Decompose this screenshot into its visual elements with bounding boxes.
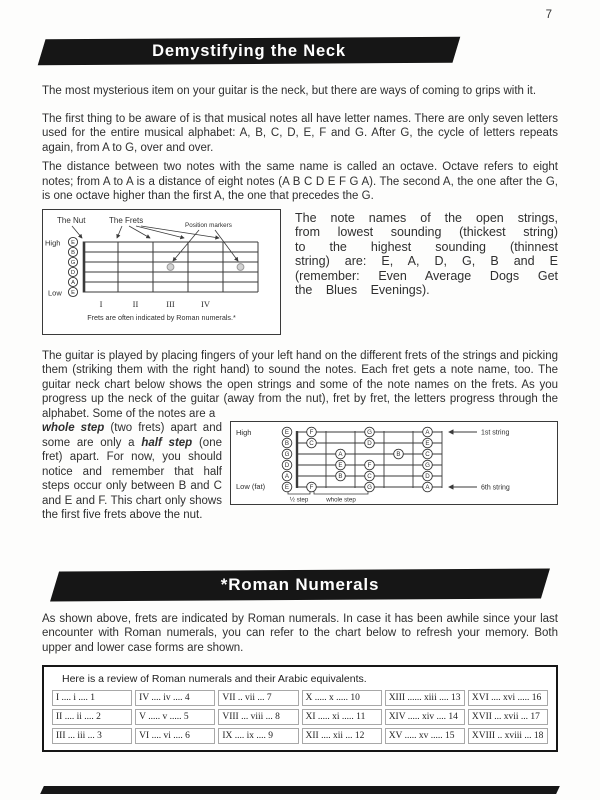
octave-paragraph: The distance between two notes with the same name is called an octave. Octave refers to eight notes; from A to A is a distance of eight notes (A B C D E F G A). The second A, the one after the G, is one octave higher than the first A, the one that precedes the G. xyxy=(42,161,558,202)
numeral-cell: V ..... v ..... 5 xyxy=(135,709,215,725)
numeral-cell: XVII ... xvii ... 17 xyxy=(468,709,548,725)
first-string-label: 1st string xyxy=(481,429,510,437)
numeral-cell: I .... i .... 1 xyxy=(52,690,132,706)
position-markers-label: Position markers xyxy=(185,221,232,229)
fret-numeral: I xyxy=(99,298,103,309)
whole-step-label: whole step xyxy=(326,496,356,504)
numerals-column xyxy=(468,690,548,744)
numeral-cell: XVIII .. xviii ... 18 xyxy=(468,728,548,744)
fret-numerals xyxy=(100,299,211,309)
fretted-note: D xyxy=(425,473,430,481)
numeral-cell: VII .. vii ... 7 xyxy=(218,690,298,706)
fret-chart xyxy=(230,421,558,505)
note-circles xyxy=(282,427,432,492)
roman-numerals-table xyxy=(42,665,558,752)
fret-chart-svg xyxy=(231,422,557,504)
numerals-column xyxy=(302,690,382,744)
open-note: E xyxy=(284,429,290,437)
fretted-note: F xyxy=(309,484,314,492)
position-marker-dot xyxy=(167,263,174,270)
fret-numeral: II xyxy=(132,298,139,309)
numerals-column xyxy=(218,690,298,744)
whole-step-term: whole step xyxy=(42,422,105,434)
fret-numeral: IV xyxy=(201,298,210,309)
string-letter: E xyxy=(71,239,75,246)
open-note: B xyxy=(284,440,290,448)
fretted-note: E xyxy=(338,462,343,470)
page-title: Demystifying the Neck xyxy=(152,41,346,60)
numeral-cell: XIII ...... xiii .... 13 xyxy=(385,690,465,706)
open-note: G xyxy=(284,451,290,459)
neck-diagram-section xyxy=(42,209,558,335)
fretted-note: A xyxy=(338,451,343,459)
fretted-note: G xyxy=(425,462,430,470)
fretted-note: F xyxy=(367,462,372,470)
numeral-cell: II .... ii .... 2 xyxy=(52,709,132,725)
string-letter: B xyxy=(71,249,75,256)
neck-diagram-caption: Frets are often indicated by Roman numerals.* xyxy=(87,312,236,322)
numeral-cell: X ..... x ..... 10 xyxy=(302,690,382,706)
numeral-cell: XV ..... xv ..... 15 xyxy=(385,728,465,744)
half-step-term: half step xyxy=(141,436,193,449)
whole-step-bracket xyxy=(314,492,368,495)
steps-paragraph: whole step (two frets) apart and some are only a half step (one fret) apart. For now, you should notice and remember that half steps occur only between B and C and E and F. This chart only shows the first five frets above the nut. xyxy=(42,422,222,521)
string-letter: E xyxy=(71,289,75,296)
numeral-cell: VIII ... viii ... 8 xyxy=(218,709,298,725)
half-step-label: ½ step xyxy=(289,496,309,504)
fretted-note: G xyxy=(367,484,372,492)
numeral-cell: VI .... vi .... 6 xyxy=(135,728,215,744)
numerals-column xyxy=(385,690,465,744)
high-label: High xyxy=(45,238,61,247)
steps-section xyxy=(42,421,558,523)
low-label: Low xyxy=(48,288,62,297)
string-letters xyxy=(68,237,77,296)
open-note: E xyxy=(284,484,290,492)
open-strings-paragraph: The note names of the open strings, from lowest sounding (thickest string) to the highest sounding (thinnest string) are: E, A, D, G, B and E (remember: Even Average Dogs Get the Blues Evenings). xyxy=(295,210,558,297)
numerals-column xyxy=(135,690,215,744)
fret-numeral: III xyxy=(166,298,175,309)
chart-high-label: High xyxy=(236,428,252,437)
neck-diagram xyxy=(42,209,281,335)
fretted-note: E xyxy=(425,440,430,448)
position-marker-dot xyxy=(237,263,244,270)
pointer-arrows xyxy=(72,226,238,261)
numeral-cell: XVI .... xvi ..... 16 xyxy=(468,690,548,706)
numerals-column xyxy=(52,690,132,744)
numeral-cell: XII .... xii ... 12 xyxy=(302,728,382,744)
nut-label: The Nut xyxy=(57,215,86,225)
fretted-note: A xyxy=(425,429,430,437)
numeral-cell: IV .... iv .... 4 xyxy=(135,690,215,706)
numeral-cell: III ... iii ... 3 xyxy=(52,728,132,744)
fretted-note: C xyxy=(425,451,430,459)
fretted-note: B xyxy=(338,473,343,481)
open-note: D xyxy=(284,462,290,470)
fretted-note: G xyxy=(367,429,372,437)
neck-diagram-svg xyxy=(43,210,280,334)
alphabet-paragraph: The first thing to be aware of is that musical notes all have letter names. There are only seven letters used for the entire musical alphabet: A, B, C, D, E, F and G. After G, the cycle of letters repeats again, from A to G, over and over. xyxy=(42,112,558,154)
string-letter: G xyxy=(70,259,76,266)
numeral-cell: XI ..... xi ..... 11 xyxy=(302,709,382,725)
roman-numerals-banner xyxy=(55,570,545,600)
page-number: 7 xyxy=(545,9,552,21)
frets-label: The Frets xyxy=(109,215,144,225)
sixth-string-label: 6th string xyxy=(481,484,510,492)
table-caption: Here is a review of Roman numerals and their Arabic equivalents. xyxy=(62,673,367,685)
numerals-grid xyxy=(52,690,548,744)
fretted-note: F xyxy=(309,429,314,437)
half-step-bracket xyxy=(288,492,310,495)
bottom-rule-bar xyxy=(40,786,560,794)
fretted-note: D xyxy=(367,440,372,448)
fretted-note: C xyxy=(367,473,372,481)
roman-numerals-title: *Roman Numerals xyxy=(220,574,380,594)
chart-low-label: Low (fat) xyxy=(236,482,266,491)
numeral-cell: IX .... ix .... 9 xyxy=(218,728,298,744)
roman-numerals-paragraph: As shown above, frets are indicated by Roman numerals. In case it has been awhile since your last encounter with Roman numerals, you can refer to the chart below to refresh your memory. Both upper and lower case forms are shown. xyxy=(42,612,558,654)
numeral-cell: XIV ..... xiv .... 14 xyxy=(385,709,465,725)
fretted-note: A xyxy=(425,484,430,492)
intro-paragraph: The most mysterious item on your guitar is the neck, but there are ways of coming to grips with it. xyxy=(42,85,537,97)
frets-paragraph-intro: The guitar is played by placing fingers of your left hand on the different frets of the strings and picking them (striking them with the right hand) to sound the notes. Each fret gets a note name, too. The guitar neck chart below shows the open strings and some of the note names on the frets. As you progress up the neck of the guitar (away from the nut), fret by fret, the letters progress through the alphabet. Some of the notes are a xyxy=(42,349,558,420)
title-banner xyxy=(42,38,456,64)
string-letter: D xyxy=(70,269,76,276)
fretted-note: B xyxy=(396,451,401,459)
string-letter: A xyxy=(71,279,75,286)
fretted-note: C xyxy=(309,440,314,448)
open-note: A xyxy=(284,473,290,481)
